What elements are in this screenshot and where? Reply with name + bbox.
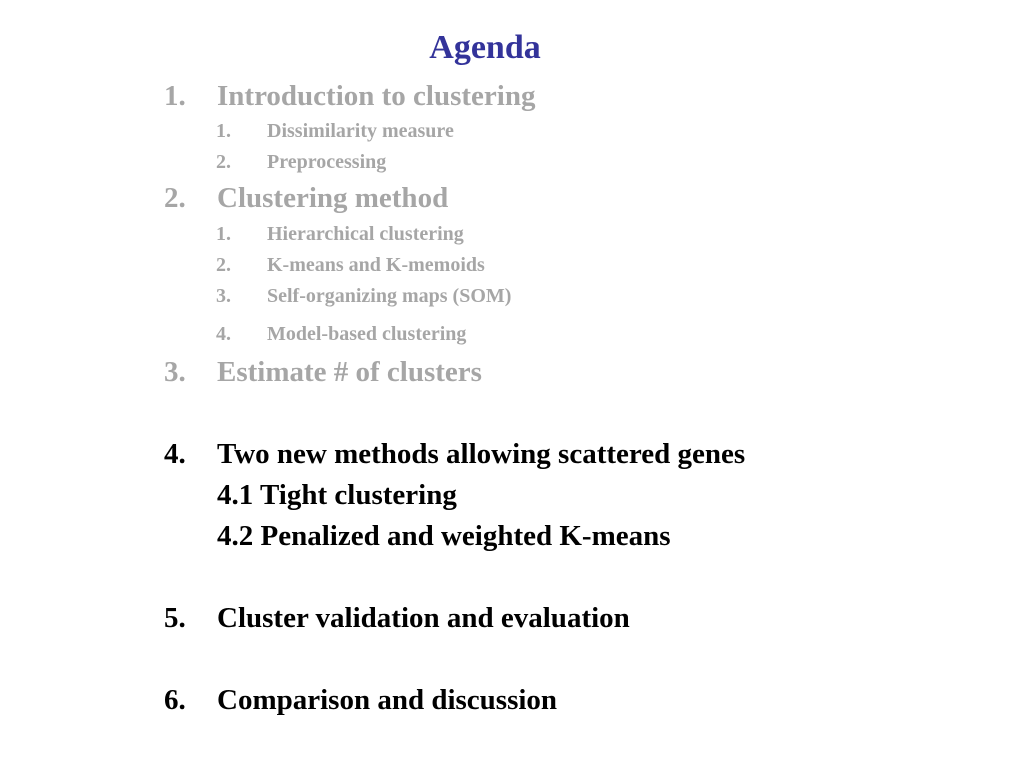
item-label: Estimate # of clusters [217, 356, 482, 388]
item-label: Clustering method [217, 182, 449, 214]
item-number: 2. [164, 182, 186, 214]
subitem-number: 1. [216, 120, 231, 142]
item-label: Two new methods allowing scattered genes [217, 438, 746, 470]
subitem-label: Model-based clustering [267, 323, 467, 345]
subitem-label: Self-organizing maps (SOM) [267, 285, 512, 307]
item-label: Comparison and discussion [217, 684, 558, 716]
agenda-subitem-tight-clustering: 4.1 Tight clustering [217, 479, 457, 511]
item-label: Cluster validation and evaluation [217, 602, 630, 634]
subitem-label: Hierarchical clustering [267, 223, 464, 245]
subitem-number: 3. [216, 285, 231, 307]
subitem-label: Preprocessing [267, 151, 387, 173]
subitem-number: 1. [216, 223, 231, 245]
subitem-label: Dissimilarity measure [267, 120, 454, 142]
slide-title: Agenda [429, 29, 541, 66]
subitem-number: 4. [216, 323, 231, 345]
subitem-number: 2. [216, 151, 231, 173]
agenda-subitem-penalized-kmeans: 4.2 Penalized and weighted K-means [217, 520, 671, 552]
item-number: 5. [164, 602, 186, 634]
item-number: 4. [164, 438, 186, 470]
item-label: Introduction to clustering [217, 80, 536, 112]
subitem-label: K-means and K-memoids [267, 254, 485, 276]
subitem-number: 2. [216, 254, 231, 276]
item-number: 1. [164, 80, 186, 112]
item-number: 3. [164, 356, 186, 388]
item-number: 6. [164, 684, 186, 716]
